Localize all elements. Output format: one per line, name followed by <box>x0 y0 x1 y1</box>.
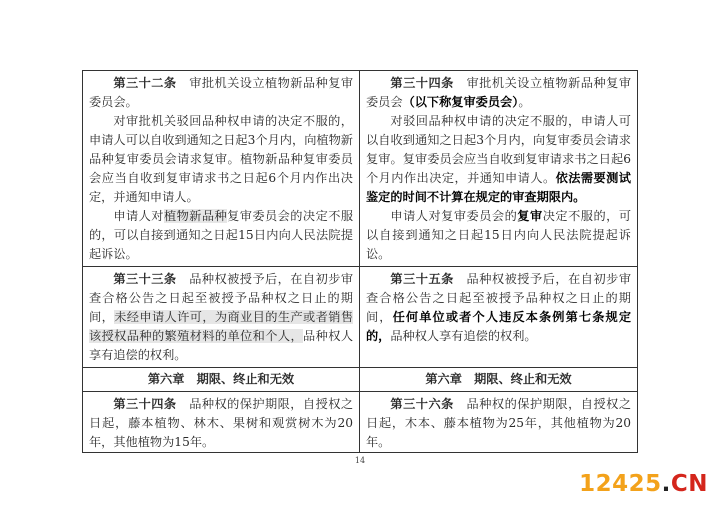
article-title: 审批机关设立植物新品种复审委员会。 <box>89 76 354 109</box>
text-run: 品种权被授予后，在自初步审查合格公告之日起至被授予品种权之日止的期间， <box>366 272 632 324</box>
paragraph <box>366 207 631 264</box>
article-number: 第三十三条 <box>113 272 177 286</box>
paragraph <box>89 395 353 452</box>
text-run: 品种权的保护期限，自授权之日起，木本、藤本植物为25年，其他植物为20年。 <box>366 397 632 449</box>
paragraph <box>366 112 631 207</box>
chapter-heading-left: 第六章 期限、终止和无效 <box>83 368 360 392</box>
left-cell-article-33 <box>83 267 360 368</box>
article-number: 第三十四条 <box>113 397 177 411</box>
page-number: 14 <box>354 456 366 465</box>
article-number: 第三十二条 <box>113 76 177 90</box>
article-paragraph <box>89 74 353 112</box>
paragraph <box>89 270 353 365</box>
bold-added-text: （以下称复审委员会） <box>402 95 519 109</box>
text-run: 。 <box>518 95 531 109</box>
text-run: 对驳回品种权申请的决定不服的，申请人可以自收到通知之日起3个月内，向复审委员会请求复审。复审委员会应当自收到复审请求书之日起6个月内作出决定，并通知申请人。 <box>366 114 631 185</box>
table-row <box>83 267 638 368</box>
watermark-number: 12425 <box>579 471 662 497</box>
left-cell-article-34 <box>83 392 360 453</box>
comparison-table <box>82 70 638 453</box>
chapter-heading-right: 第六章 期限、终止和无效 <box>360 368 638 392</box>
article-number: 第三十五条 <box>390 272 454 286</box>
paragraph <box>366 270 631 346</box>
article-number: 第三十四条 <box>390 76 454 90</box>
article-title: 审批机关设立植物新品种复审委员会 <box>366 76 632 109</box>
text-run: 品种权被授予后，在自初步审查合格公告之日起至被授予品种权之日止的期间， <box>89 272 354 324</box>
site-watermark-logo <box>579 471 708 497</box>
watermark-suffix: CN <box>670 471 708 497</box>
chapter-row <box>83 368 638 392</box>
article-number: 第三十六条 <box>390 397 454 411</box>
highlighted-text: 未经申请人许可，为商业目的生产或者销售该授权品种的繁殖材料的单位和个人， <box>89 310 354 343</box>
text-run: 品种权的保护期限，自授权之日起，藤本植物、林木、果树和观赏树木为20年，其他植物为15年。 <box>89 397 354 449</box>
bold-added-text: 依法需要测试鉴定的时间不计算在规定的审查期限内。 <box>366 171 631 204</box>
right-cell-article-36 <box>360 392 638 453</box>
right-cell-article-34 <box>360 71 638 267</box>
text-run: 申请人对 <box>113 209 164 223</box>
text-run: 复审委员会的决定不服的，可以自接到通知之日起15日内向人民法院提起诉讼。 <box>89 209 354 261</box>
watermark-dot: . <box>661 471 671 497</box>
text-run: 申请人对复审委员会的 <box>390 209 518 223</box>
article-paragraph <box>366 74 631 112</box>
paragraph <box>89 207 353 264</box>
highlighted-text: 植物新品种 <box>163 209 228 223</box>
paragraph: 对审批机关驳回品种权申请的决定不服的，申请人可以自收到通知之日起3个月内，向植物新品种复审委员会请求复审。植物新品种复审委员会应当自收到复审请求书之日起6个月内作出决定，并通知申请人。 <box>89 114 353 204</box>
text-run: 决定不服的，可以自接到通知之日起15日内向人民法院提起诉讼。 <box>366 209 632 261</box>
bold-added-text: 任何单位或者个人违反本条例第七条规定的， <box>366 310 632 343</box>
text-run: 品种权人享有追偿的权利。 <box>89 329 354 362</box>
text-run: 品种权人享有追偿的权利。 <box>390 329 537 343</box>
table-row <box>83 71 638 267</box>
left-cell-article-32 <box>83 71 360 267</box>
right-cell-article-35 <box>360 267 638 368</box>
paragraph <box>366 395 631 452</box>
table-row <box>83 392 638 453</box>
bold-added-text: 复审 <box>517 209 543 223</box>
